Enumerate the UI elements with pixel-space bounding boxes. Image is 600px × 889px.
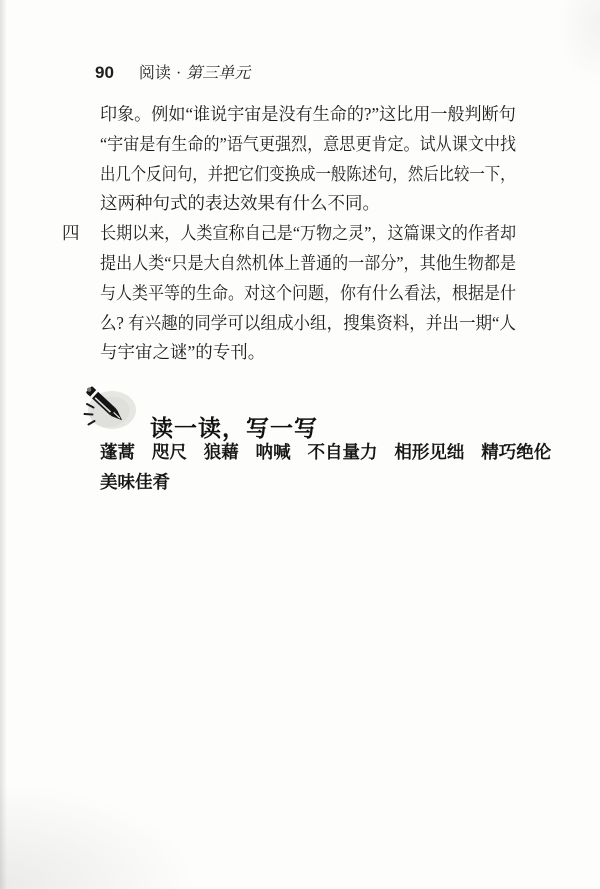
- text-line: “宇宙是有生命的”语气更强烈，意思更肯定。试从课文中找: [100, 133, 517, 154]
- body-text: [100, 100, 516, 368]
- vocab-word: 蓬蒿: [100, 442, 135, 462]
- text-line: 印象。例如“谁说宇宙是没有生命的?”这比用一般判断句: [100, 104, 516, 124]
- text-line: 这两种句式的表达效果有什么不同。: [100, 193, 380, 214]
- reading-label: 阅读: [138, 65, 171, 82]
- vocabulary-list: [100, 437, 560, 497]
- text-line: 出几个反问句，并把它们变换成一般陈述句，然后比较一下，: [100, 163, 516, 184]
- read-write-heading: 读一读，写一写: [150, 416, 318, 443]
- pencil-icon: [81, 381, 139, 439]
- page-header: [95, 60, 250, 83]
- vocab-word: 相形见绌: [394, 442, 465, 462]
- section-title: [139, 65, 250, 82]
- scan-edge-shadow: [0, 0, 7, 889]
- vocab-word: 呐喊: [255, 442, 291, 462]
- vocab-word: 狼藉: [203, 442, 239, 462]
- vocab-word: 美味佳肴: [100, 472, 170, 492]
- scan-speckle: [540, 0, 600, 120]
- page-number: 90: [95, 63, 114, 82]
- text-line: 长期以来，人类宣称自己是“万物之灵”，这篇课文的作者却: [100, 223, 517, 244]
- vocab-word: 精巧绝伦: [481, 442, 552, 462]
- separator-dot: ·: [175, 65, 182, 82]
- vocab-word: 咫尺: [151, 442, 187, 462]
- unit-label: 第三单元: [186, 65, 251, 82]
- text-line: 提出人类“只是大自然机体上普通的一部分”，其他生物都是: [100, 252, 517, 273]
- scan-corner-vignette: [0, 719, 300, 889]
- text-line: 与宇宙之谜”的专刊。: [100, 342, 266, 363]
- exercise-four-marker: 四: [62, 223, 80, 243]
- vocabulary-line: [100, 467, 560, 497]
- vocab-word: 不自量力: [307, 442, 378, 462]
- vocabulary-line: [100, 437, 560, 467]
- text-line: 么? 有兴趣的同学可以组成小组，搜集资料，并出一期“人: [100, 312, 516, 333]
- text-line: 与人类平等的生命。对这个问题，你有什么看法，根据是什: [100, 282, 517, 303]
